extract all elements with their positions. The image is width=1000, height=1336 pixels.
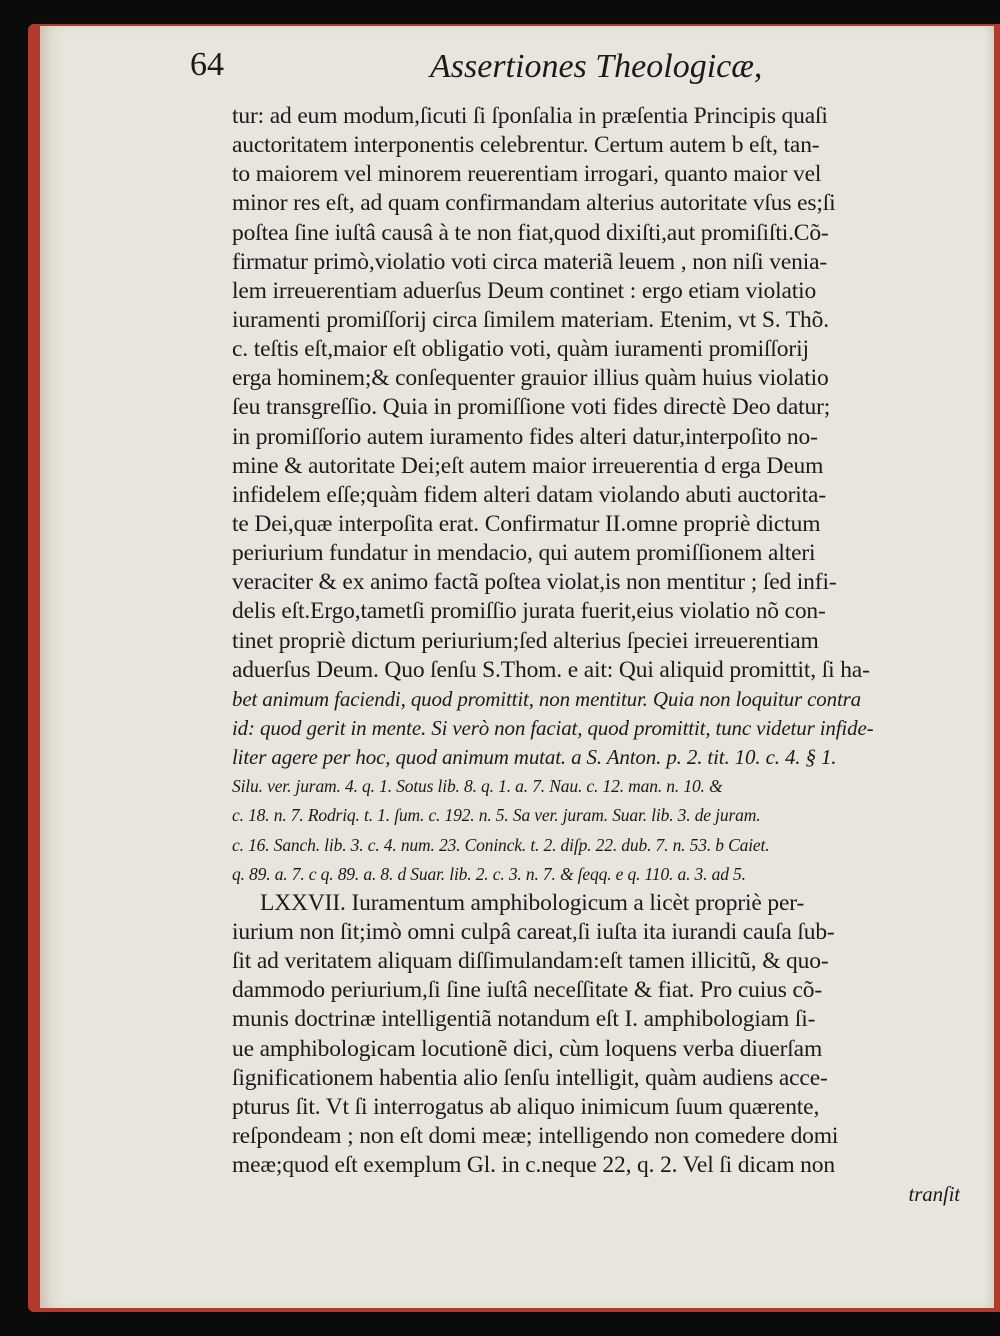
citation-line: c. 18. n. 7. Rodriq. t. 1. ſum. c. 192. n. 5. Sa ver. juram. Suar. lib. 3. de juram. [232, 805, 761, 826]
running-title: Assertiones Theologicæ, [430, 48, 763, 85]
text-line: te Dei,quæ interpoſita erat. Confirmatur II.omne propriè dictum [232, 510, 821, 537]
text-line: auctoritatem interponentis celebrentur. Certum autem b eſt, tan- [232, 132, 820, 159]
text-line: lem irreuerentiam aduerſus Deum continet : ergo etiam violatio [232, 277, 817, 304]
text-line: poſtea ſine iuſtâ causâ à te non fiat,quod dixiſti,aut promiſiſti.Cõ- [232, 219, 829, 246]
text-line: mine & autoritate Dei;eſt autem maior irreuerentia d erga Deum [232, 452, 824, 479]
text-line: reſpondeam ; non eſt domi meæ; intelligendo non comedere domi [232, 1122, 839, 1149]
citation-line: c. 16. Sanch. lib. 3. c. 4. num. 23. Coninck. t. 2. diſp. 22. dub. 7. n. 53. b Caiet. [232, 834, 770, 855]
page-shade [984, 26, 994, 1308]
text-line: tinet propriè dictum periurium;ſed alterius ſpeciei irreuerentiam [232, 627, 819, 654]
quote-line: liter agere per hoc, quod animum mutat. a S. Anton. p. 2. tit. 10. c. 4. § 1. [232, 745, 837, 770]
quote-line: id: quod gerit in mente. Si verò non faciat, quod promittit, tunc videtur infide- [232, 715, 874, 740]
quote-line: bet animum faciendi, quod promittit, non mentitur. Quia non loquitur contra [232, 686, 862, 711]
body-text [232, 102, 960, 1209]
text-line: meæ;quod eſt exemplum Gl. in c.neque 22, q. 2. Vel ſi dicam non [232, 1152, 835, 1179]
text-line: firmatur primò,violatio voti circa materiã leuem , non niſi venia- [232, 248, 828, 275]
text-line: ſignificationem habentia alio ſenſu intelligit, quàm audiens acce- [232, 1064, 828, 1091]
citation-line: Silu. ver. juram. 4. q. 1. Sotus lib. 8. q. 1. a. 7. Nau. c. 12. man. n. 10. & [232, 776, 723, 797]
text-line: in promiſſorio autem iuramento fides alteri datur,interpoſito no- [232, 423, 818, 450]
text-line: infidelem eſſe;quàm fidem alteri datam violando abuti auctorita- [232, 481, 826, 508]
text-line: veraciter & ex animo factã poſtea violat,is non mentitur ; ſed infi- [232, 569, 837, 596]
text-line: delis eſt.Ergo,tametſi promiſſio jurata fuerit,eius violatio nõ con- [232, 598, 826, 625]
text-line: c. teſtis eſt,maior eſt obligatio voti, quàm iuramenti promiſſorij [232, 336, 809, 363]
text-line: iuramenti promiſſorij circa ſimilem materiam. Etenim, vt S. Thõ. [232, 306, 829, 333]
catchword: tranſit [908, 1182, 960, 1207]
text-line: dammodo periurium,ſi ſine iuſtâ neceſſitate & fiat. Pro cuius cõ- [232, 977, 822, 1004]
section-heading-line: LXXVII. Iuramentum amphibologicum a licèt propriè per- [260, 889, 805, 916]
text-line: erga hominem;& conſequenter grauior illius quàm huius violatio [232, 365, 829, 392]
text-line: iurium non ſit;imò omni culpâ careat,ſi iuſta ita iurandi cauſa ſub- [232, 918, 835, 945]
page-number: 64 [190, 46, 224, 83]
citation-line: q. 89. a. 7. c q. 89. a. 8. d Suar. lib. 2. c. 3. n. 7. & ſeqq. e q. 110. a. 3. ad 5. [232, 863, 746, 884]
text-line: to maiorem vel minorem reuerentiam irrogari, quanto maior vel [232, 161, 822, 188]
text-line: aduerſus Deum. Quo ſenſu S.Thom. e ait: Qui aliquid promittit, ſi ha- [232, 656, 870, 683]
text-line: munis doctrinæ intelligentiã notandum eſt I. amphibologiam ſi- [232, 1006, 816, 1033]
text-line: ue amphibologicam locutionẽ dici, cùm loquens verba diuerſam [232, 1035, 823, 1062]
text-line: tur: ad eum modum,ſicuti ſi ſponſalia in præſentia Principis quaſi [232, 103, 828, 129]
text-line: ſit ad veritatem aliquam diſſimulandam:eſt tamen illicitũ, & quo- [232, 948, 829, 975]
page-header [190, 46, 763, 98]
text-line: pturus ſit. Vt ſi interrogatus ab aliquo inimicum ſuum quærente, [232, 1093, 820, 1120]
text-line: periurium fundatur in mendacio, qui autem promiſſionem alteri [232, 540, 816, 567]
text-line: minor res eſt, ad quam confirmandam alterius autoritate vſus es;ſi [232, 190, 836, 217]
text-line: ſeu transgreſſio. Quia in promiſſione voti fides directè Deo datur; [232, 394, 831, 421]
